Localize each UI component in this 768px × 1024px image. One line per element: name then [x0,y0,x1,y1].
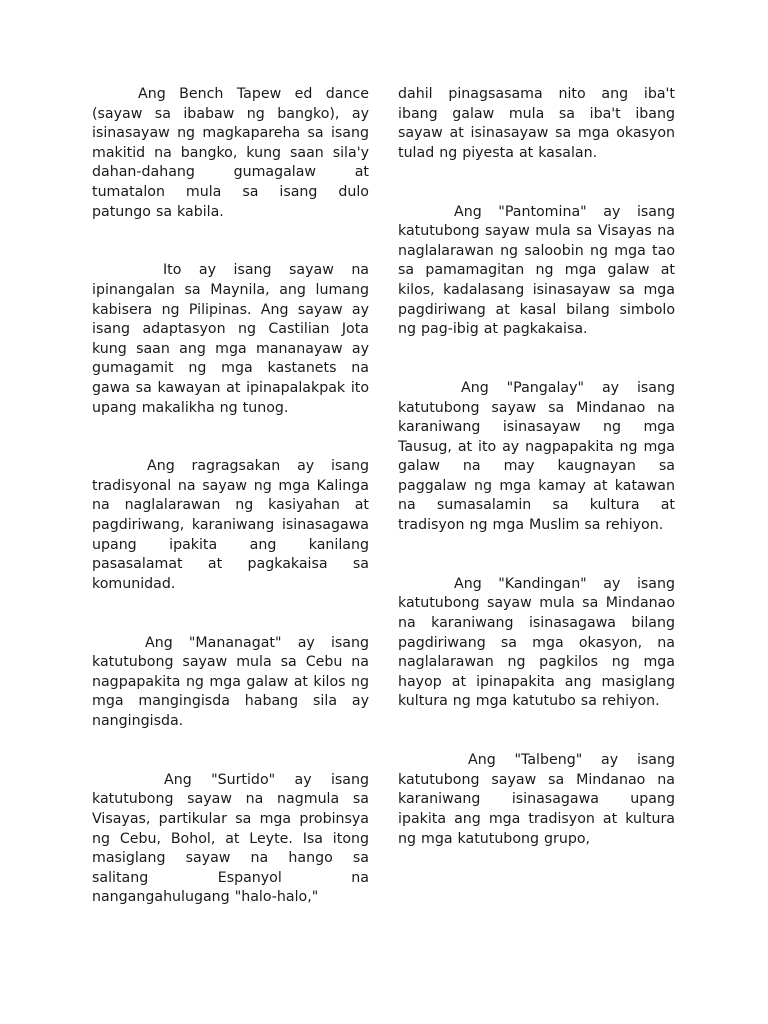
paragraph-kandingan: Ang "Kandingan" ay isang katutubong sayaw mula sa Mindanao na karaniwang isinasagawa bilang pagdiriwang sa mga okasyon, na naglalarawan ng pagkilos ng mga hayop at ipinapakita ang masiglang kultura ng mga katutubo sa rehiyon. [398,575,675,710]
paragraph-talbeng: Ang "Talbeng" ay isang katutubong sayaw sa Mindanao na karaniwang isinasagawa upang ipakita ang mga tradisyon at kultura ng mga katutubong grupo, [398,752,675,847]
paragraph-maynila: Ito ay isang sayaw na ipinangalan sa Maynila, ang lumang kabisera ng Pilipinas. Ang sayaw ay isang adaptasyon ng Castilian Jota kung saan ang mga mananayaw ay gumagamit ng mga kastanets na gawa sa kawayan at ipinapalakpak ito upang makalikha ng tunog. [92,262,369,416]
right-column [398,85,675,849]
paragraph-bench-tapew: Ang Bench Tapew ed dance (sayaw sa ibabaw ng bangko), ay isinasayaw ng magkapareha sa isang makitid na bangko, kung saan sila'y dahan-dahang gumagalaw at tumatalon mula sa isang dulo patungo sa kabila. [92,86,369,220]
paragraph-ragragsakan: Ang ragragsakan ay isang tradisyonal na sayaw ng mga Kalinga na naglalarawan ng kasiyahan at pagdiriwang, karaniwang isinasagawa upang ipakita ang kanilang pasasalamat at pagkakaisa sa komunidad. [92,458,369,592]
paragraph-surtido: Ang "Surtido" ay isang katutubong sayaw na nagmula sa Visayas, partikular sa mga probinsya ng Cebu, Bohol, at Leyte. Isa itong masiglang sayaw na hango sa salitang Espanyol na nangangahulugang "halo-halo," [92,771,369,906]
paragraph-surtido-continued: dahil pinagsasama nito ang iba't ibang galaw mula sa iba't ibang sayaw at isinasayaw sa mga okasyon tulad ng piyesta at kasalan. [398,86,675,161]
paragraph-pantomina: Ang "Pantomina" ay isang katutubong sayaw mula sa Visayas na naglalarawan ng saloobin ng mga tao sa pamamagitan ng mga galaw at kilos, kadalasang isinasayaw sa mga pagdiriwang at kasal bilang simbolo ng pag-ibig at pagkakaisa. [398,203,675,338]
paragraph-mananagat: Ang "Mananagat" ay isang katutubong sayaw mula sa Cebu na nagpapakita ng mga galaw at kilos ng mga mangingisda habang sila ay nangingisda. [92,634,369,729]
left-column [92,85,369,908]
paragraph-pangalay: Ang "Pangalay" ay isang katutubong sayaw sa Mindanao na karaniwang isinasayaw ng mga Tausug, at ito ay nagpapakita ng mga galaw na may kaugnayan sa paggalaw ng mga kamay at katawan na sumasalamin sa kultura at tradisyon ng mga Muslim sa rehiyon. [398,379,675,534]
